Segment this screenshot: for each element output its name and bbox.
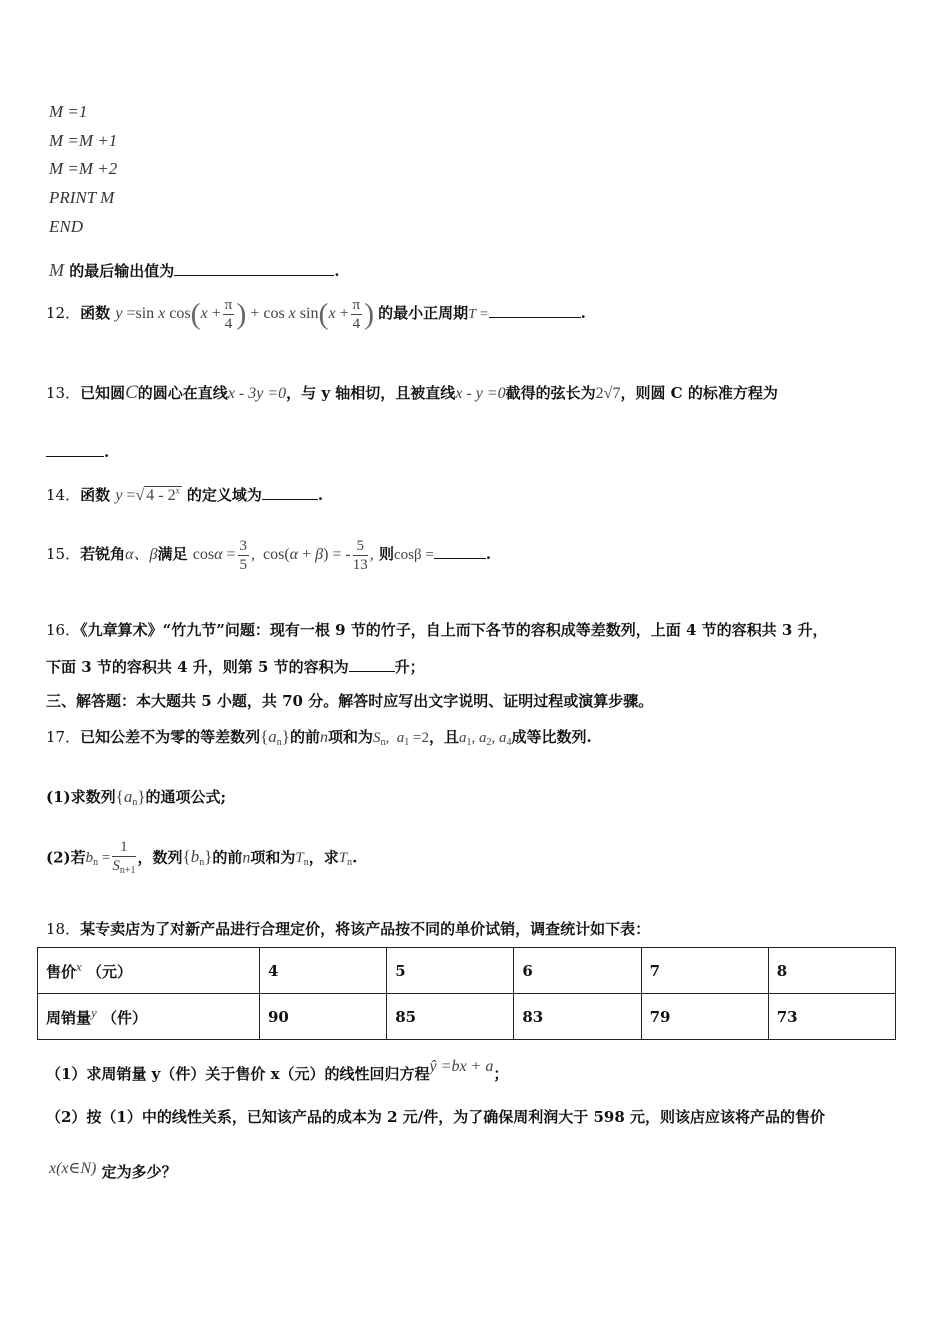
q15-line [46, 537, 491, 574]
q15-number: 15． [46, 545, 81, 564]
row1-var: x [76, 959, 82, 974]
q17-t3: 项和为 [327, 728, 373, 746]
code-line-4: PRINT M [49, 188, 115, 207]
row1-cell: 5 [387, 948, 514, 994]
q17-p2-T: $T_n$ [295, 850, 309, 869]
q15-end: . [485, 545, 492, 564]
q16-answer-blank [349, 657, 395, 672]
q18-number: 18． [46, 920, 81, 938]
q16-line2b: 升； [394, 658, 425, 676]
q13-number: 13． [46, 384, 81, 402]
q12-T: T = [468, 307, 489, 323]
q13-t3: ，与 y 轴相切，且被直线 [286, 384, 456, 402]
row2-cell: 83 [514, 994, 641, 1040]
q15-angles: α、β [125, 546, 158, 564]
q18-table [37, 947, 896, 1040]
q18-p1-end: ； [493, 1065, 509, 1083]
q18-line [46, 918, 650, 939]
q13-line [46, 382, 778, 404]
row1-header [38, 948, 260, 994]
row2-cell: 73 [768, 994, 895, 1040]
q14-answer-blank [262, 485, 318, 500]
q13-line-2: . [46, 442, 109, 461]
q17-part-2: (2)若$b_n$ = $\frac{1}{S_{n+1}}$ ，数列$\{b_n\}$的前n项和为$T_n$，求$T_n$. [46, 839, 358, 876]
q17-p2c: 的前 [212, 848, 243, 867]
q13-eq1: x - 3y =0 [227, 385, 287, 402]
row1-label: 售价 [46, 963, 77, 981]
q17-number: 17． [46, 728, 81, 746]
q17-t4: ，且 [428, 728, 459, 746]
q11-answer-blank [174, 261, 334, 276]
q17-p2-n: n [242, 849, 251, 867]
table-row [38, 948, 896, 994]
q11-text: 的最后输出值为 [69, 262, 175, 280]
q17-p2-T2: $T_n$ [338, 850, 353, 869]
q14-formula: y =√ 4 - 2$^x$ [115, 485, 180, 504]
code-line-1: M =1 [49, 102, 88, 121]
q15-t2: 满足 [157, 545, 188, 564]
q16-line2a: 下面 3 节的容积共 4 升，则第 5 节的容积为 [46, 658, 349, 676]
q17-p1-seq: $\{a_n\}$ [115, 787, 146, 808]
q18-p2b: x(x∈N) [49, 1160, 97, 1177]
q16-line-1 [46, 619, 828, 640]
q12-line: 12．函数 y =sin x cos(x + $\frac{\pi}{4}$ ) + cos x sin(x + $\frac{\pi}{4}$ ) 的最小正周期T = . [46, 297, 586, 332]
q13-chord: 2√7 [595, 385, 621, 402]
q18-part-2b [49, 1158, 177, 1182]
q17-p2e: ，求 [308, 848, 339, 867]
row2-cell: 79 [641, 994, 768, 1040]
q12-pre: 函数 [80, 304, 111, 323]
q13-t1: 已知圆 [80, 384, 126, 402]
q17-p2a: (2)若 [46, 848, 86, 867]
row2-var: y [91, 1005, 97, 1020]
q17-seq: $\{a_n\}$ [260, 727, 290, 748]
q17-p2b: ，数列 [137, 848, 183, 867]
q18-p1-eq: ŷ =bx + a [429, 1058, 494, 1075]
table-row [38, 994, 896, 1040]
q17-t5: 成等比数列. [511, 728, 592, 746]
q18-part-1 [46, 1058, 508, 1084]
q15-t1: 若锐角 [80, 545, 126, 564]
row1-unit: （元） [87, 963, 133, 981]
q13-t2: 的圆心在直线 [137, 384, 228, 402]
row1-cell: 7 [641, 948, 768, 994]
q18-part-2 [46, 1106, 825, 1127]
q16-line-2 [46, 656, 425, 677]
q15-cosb: cosβ = [394, 547, 434, 564]
q18-p1: （1）求周销量 y（件）关于售价 x（元）的线性回归方程 [46, 1065, 430, 1083]
q14-post: 的定义域为 [186, 486, 262, 504]
q13-t5: ，则圆 C 的标准方程为 [620, 384, 778, 402]
row1-cell: 4 [260, 948, 387, 994]
q14-pre: 函数 [80, 486, 111, 504]
q12-number: 12． [46, 304, 81, 323]
q17-p2d: 项和为 [250, 848, 296, 867]
row2-header [38, 994, 260, 1040]
section-3-heading: 三、解答题：本大题共 5 小题，共 70 分。解答时应写出文字说明、证明过程或演算步骤。 [46, 692, 654, 710]
q13-eq2: x - y =0 [455, 385, 506, 402]
q12-formula: y =sin x cos(x + $\frac{\pi}{4}$ ) + cos x sin(x + $\frac{\pi}{4}$ ) [115, 297, 375, 332]
q17-t2: 的前 [289, 728, 320, 746]
q13-t4: 截得的弦长为 [505, 384, 596, 402]
q15-t3: 则 [378, 545, 394, 564]
q17-part-1 [46, 786, 226, 808]
q12-answer-blank [489, 303, 581, 318]
code-line-3: M =M +2 [49, 159, 118, 178]
row2-unit: （件） [102, 1009, 148, 1027]
q17-terms: $a_1$, $a_2$, $a_4$ [458, 730, 512, 748]
row2-cell: 90 [260, 994, 387, 1040]
q17-t1: 已知公差不为零的等差数列 [80, 728, 261, 746]
q17-p1a: (1)求数列 [46, 788, 116, 806]
q18-p2c: 定为多少？ [101, 1163, 177, 1181]
q13-answer-blank [46, 442, 104, 457]
q16-number: 16． [46, 621, 81, 639]
q11-var: M [49, 260, 64, 280]
q11-line: M 的最后输出值为 . [49, 260, 340, 280]
q18-intro: 某专卖店为了对新产品进行合理定价，将该产品按不同的单价试销，调查统计如下表： [80, 920, 651, 938]
q12-post: 的最小正周期 [378, 304, 469, 323]
q17-p2-seq: $\{b_n\}$ [182, 847, 213, 869]
q16-line1: 《九章算术》“竹九节”问题：现有一根 9 节的竹子，自上而下各节的容积成等差数列，上面 4 节的容积共 3 升， [80, 621, 828, 639]
q17-p1b: 的通项公式; [145, 788, 227, 806]
q17-n: n [319, 729, 328, 746]
row1-cell: 6 [514, 948, 641, 994]
code-line-2: M =M +1 [49, 131, 118, 150]
code-line-5: END [49, 217, 83, 236]
q17-line [46, 726, 592, 748]
q18-p2: （2）按（1）中的线性关系，已知该产品的成本为 2 元/件，为了确保周利润大于 598 元，则该店应该将产品的售价 [46, 1108, 825, 1126]
row1-cell: 8 [768, 948, 895, 994]
row2-label: 周销量 [46, 1009, 92, 1027]
q17-p2-formula: $b_n$ = $\frac{1}{S_{n+1}}$ [85, 839, 136, 876]
row2-cell: 85 [387, 994, 514, 1040]
q15-formula: cosα = $\frac{3}{5}$ , cos(α + β) = - $\frac{5}{13}$ , [192, 538, 374, 573]
q15-answer-blank [434, 544, 486, 559]
q17-cond: $S_n$, $a_1 =2$ [372, 730, 429, 748]
q14-line: 14．函数 y =√ 4 - 2$^x$ 的定义域为 . [46, 485, 324, 504]
q14-number: 14． [46, 486, 81, 504]
q13-C: C [125, 382, 138, 403]
